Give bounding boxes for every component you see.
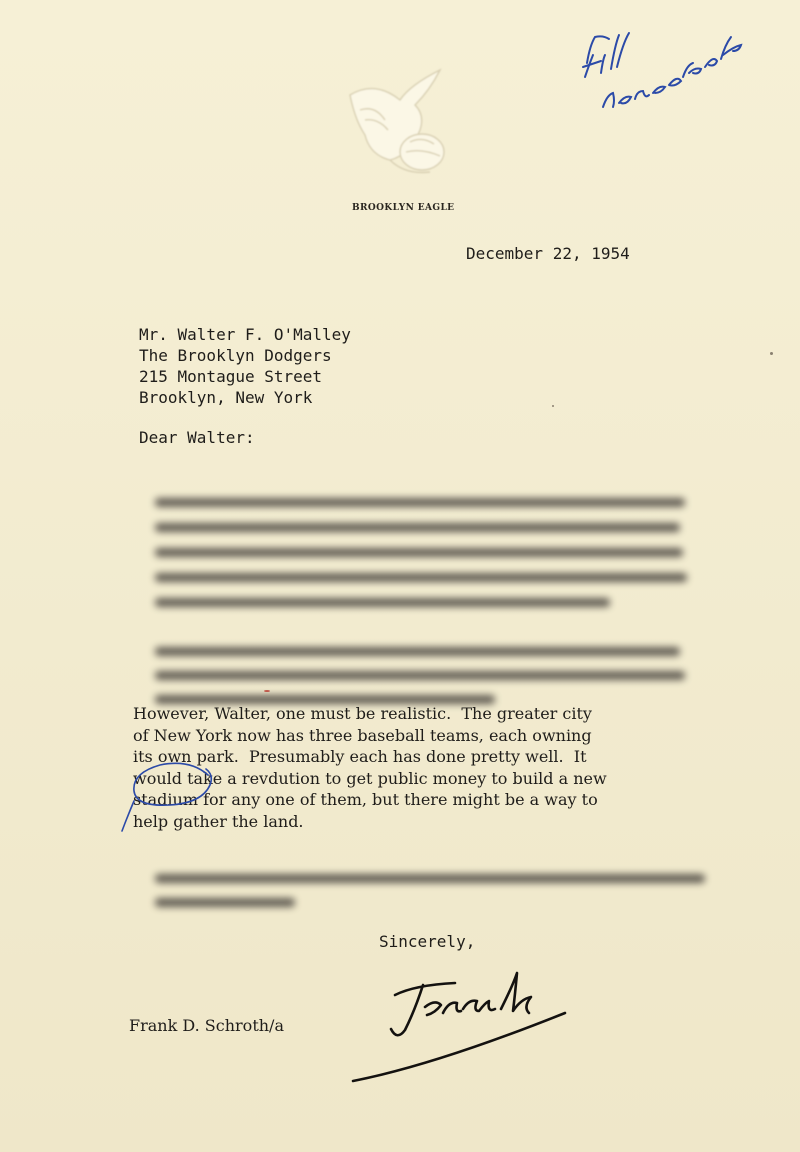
recipient-line: Brooklyn, New York: [139, 388, 313, 407]
recipient-line: The Brooklyn Dodgers: [139, 346, 332, 365]
paper-speck: [770, 352, 773, 355]
recipient-address: [139, 324, 351, 408]
body-line: of New York now has three baseball teams, each owning: [133, 725, 592, 745]
pen-circle-mark: [110, 755, 230, 835]
body-line: would take a revdution to get public money to build a new: [133, 768, 607, 788]
salutation: Dear Walter:: [139, 428, 255, 447]
embossed-eagle-seal-icon: [330, 60, 465, 180]
body-line: help gather the land.: [133, 811, 304, 831]
recipient-line: Mr. Walter F. O'Malley: [139, 325, 351, 344]
handwritten-signature: [345, 955, 575, 1085]
redacted-paragraph: [136, 470, 695, 628]
letter-date: December 22, 1954: [466, 244, 630, 263]
letterhead-name: BROOKLYN EAGLE: [352, 203, 455, 213]
redacted-paragraph: [136, 846, 715, 929]
closing: Sincerely,: [379, 932, 476, 951]
paper-speck: [552, 405, 554, 407]
recipient-line: 215 Montague Street: [139, 367, 323, 386]
paper-speck: [264, 690, 270, 692]
body-line: its own park. Presumably each has done pretty well. It: [133, 747, 587, 766]
signer-name: Frank D. Schroth/a: [129, 1016, 284, 1035]
body-line: stadium for any one of them, but there might be a way to: [133, 790, 598, 809]
handwritten-note: [565, 15, 755, 130]
body-line: However, Walter, one must be realistic. The greater city: [133, 704, 592, 723]
